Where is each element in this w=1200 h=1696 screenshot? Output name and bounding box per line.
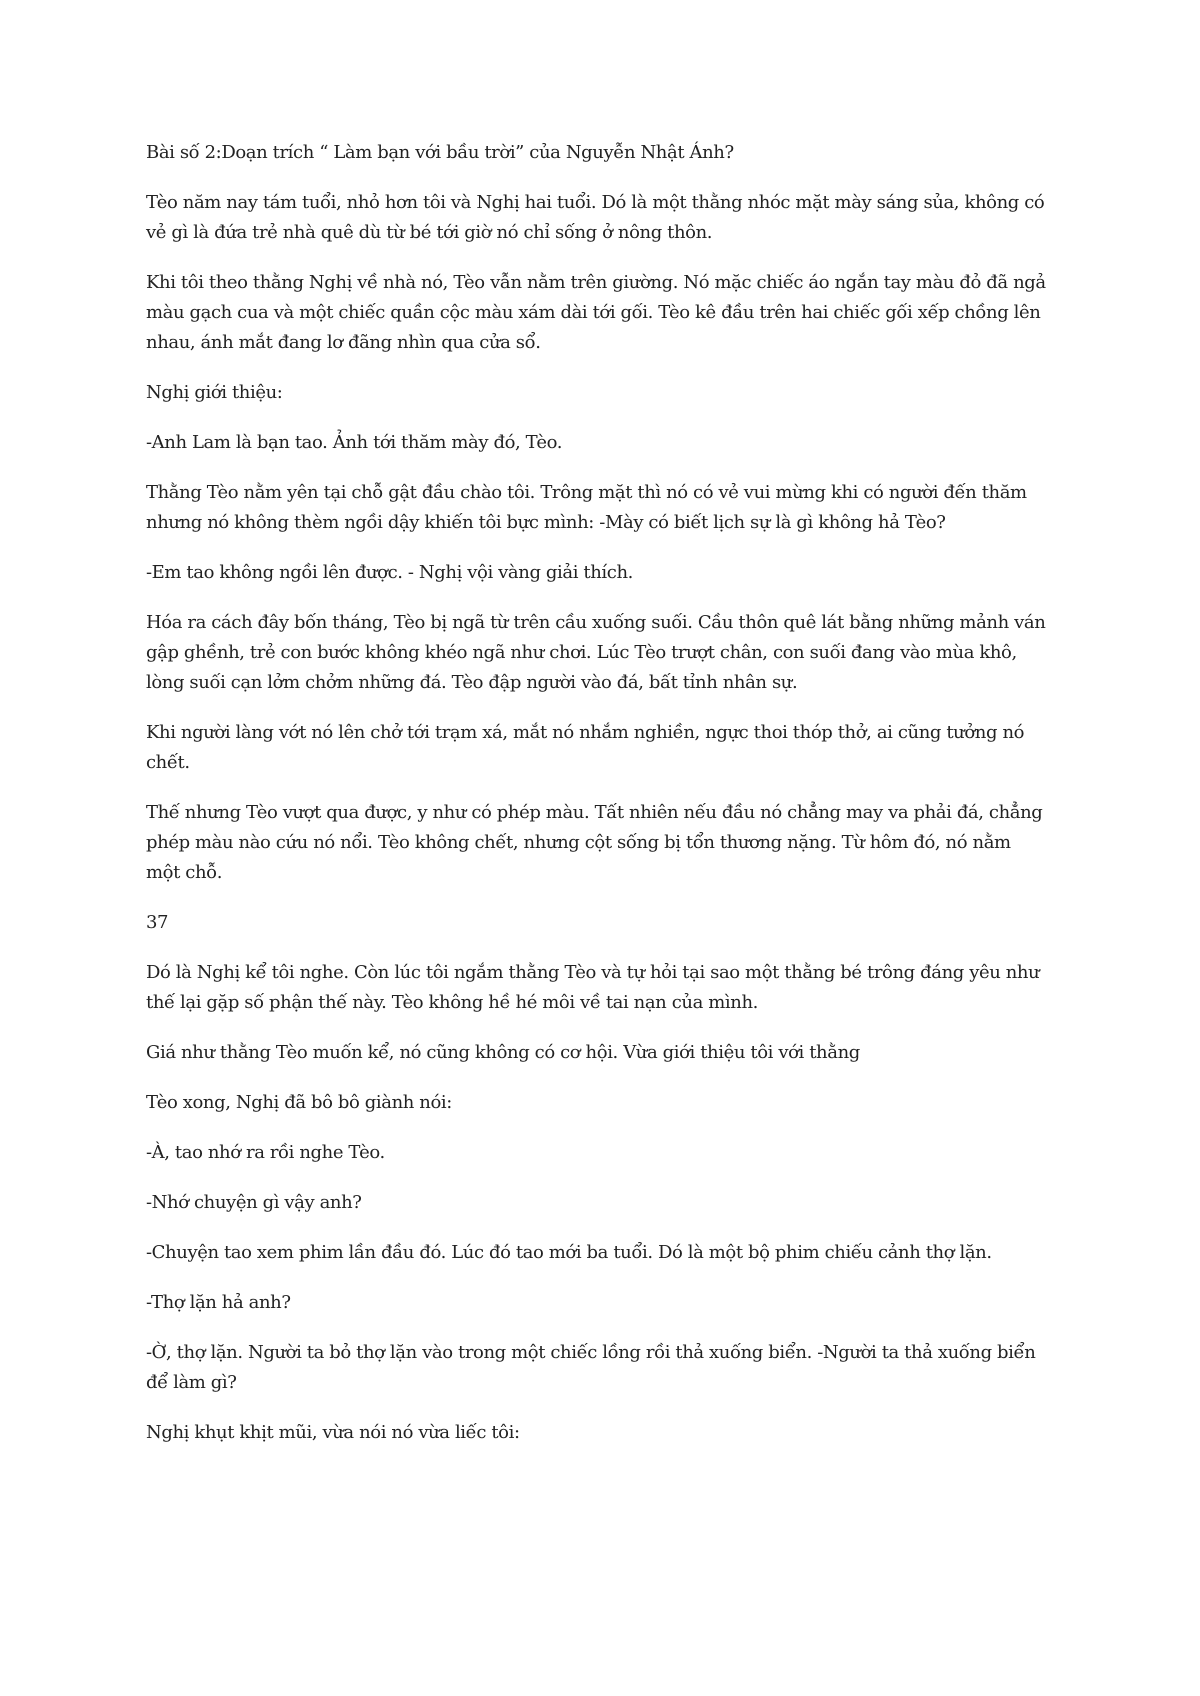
paragraph: -Em tao không ngồi lên được. - Nghị vội vàng giải thích.	[146, 562, 633, 583]
page-number: 37	[146, 912, 169, 933]
document-body	[146, 138, 1046, 1468]
paragraph: Thế nhưng Tèo vượt qua được, y như có phép màu. Tất nhiên nếu đầu nó chẳng may va phải đá, chẳng phép màu nào cứu nó nổi. Tèo không chết, nhưng cột sống bị tổn thương nặng. Từ hôm đó, nó nằm một chỗ.	[146, 802, 1043, 883]
paragraph: -Ờ, thợ lặn. Người ta bỏ thợ lặn vào trong một chiếc lồng rồi thả xuống biển. -Người ta thả xuống biển để làm gì?	[146, 1342, 1036, 1393]
paragraph: -À, tao nhớ ra rồi nghe Tèo.	[146, 1142, 385, 1163]
paragraph: Dó là Nghị kể tôi nghe. Còn lúc tôi ngắm thằng Tèo và tự hỏi tại sao một thằng bé trông đáng yêu như thế lại gặp số phận thế này. Tèo không hề hé môi về tai nạn của mình.	[146, 962, 1040, 1013]
paragraph: -Nhớ chuyện gì vậy anh?	[146, 1192, 362, 1213]
paragraph: Khi tôi theo thằng Nghị về nhà nó, Tèo vẫn nằm trên giường. Nó mặc chiếc áo ngắn tay màu đỏ đã ngả màu gạch cua và một chiếc quần cộc màu xám dài tới gối. Tèo kê đầu trên hai chiếc gối xếp chồng lên nhau, ánh mắt đang lơ đãng nhìn qua cửa sổ.	[146, 272, 1046, 353]
paragraph: Tèo xong, Nghị đã bô bô giành nói:	[146, 1092, 452, 1113]
paragraph: Nghị giới thiệu:	[146, 382, 283, 403]
paragraph: Giá như thằng Tèo muốn kể, nó cũng không có cơ hội. Vừa giới thiệu tôi với thằng	[146, 1042, 860, 1063]
paragraph: Thằng Tèo nằm yên tại chỗ gật đầu chào tôi. Trông mặt thì nó có vẻ vui mừng khi có người đến thăm nhưng nó không thèm ngồi dậy khiến tôi bực mình: -Mày có biết lịch sự là gì không hả Tèo?	[146, 482, 1027, 533]
paragraph: Khi người làng vớt nó lên chở tới trạm xá, mắt nó nhắm nghiền, ngực thoi thóp thở, ai cũng tưởng nó chết.	[146, 722, 1025, 773]
paragraph: Nghị khụt khịt mũi, vừa nói nó vừa liếc tôi:	[146, 1422, 520, 1443]
paragraph: -Chuyện tao xem phim lần đầu đó. Lúc đó tao mới ba tuổi. Dó là một bộ phim chiếu cảnh thợ lặn.	[146, 1242, 992, 1263]
paragraph: -Anh Lam là bạn tao. Ảnh tới thăm mày đó, Tèo.	[146, 432, 563, 453]
paragraph: Tèo năm nay tám tuổi, nhỏ hơn tôi và Nghị hai tuổi. Dó là một thằng nhóc mặt mày sáng sủa, không có vẻ gì là đứa trẻ nhà quê dù từ bé tới giờ nó chỉ sống ở nông thôn.	[146, 192, 1045, 243]
paragraph: Hóa ra cách đây bốn tháng, Tèo bị ngã từ trên cầu xuống suối. Cầu thôn quê lát bằng những mảnh ván gập ghềnh, trẻ con bước không khéo ngã như chơi. Lúc Tèo trượt chân, con suối đang vào mùa khô, lòng suối cạn lởm chởm những đá. Tèo đập người vào đá, bất tỉnh nhân sự.	[146, 612, 1046, 693]
paragraph-title: Bài số 2:Doạn trích “ Làm bạn với bầu trời” của Nguyễn Nhật Ánh?	[146, 142, 734, 163]
paragraph: -Thợ lặn hả anh?	[146, 1292, 291, 1313]
